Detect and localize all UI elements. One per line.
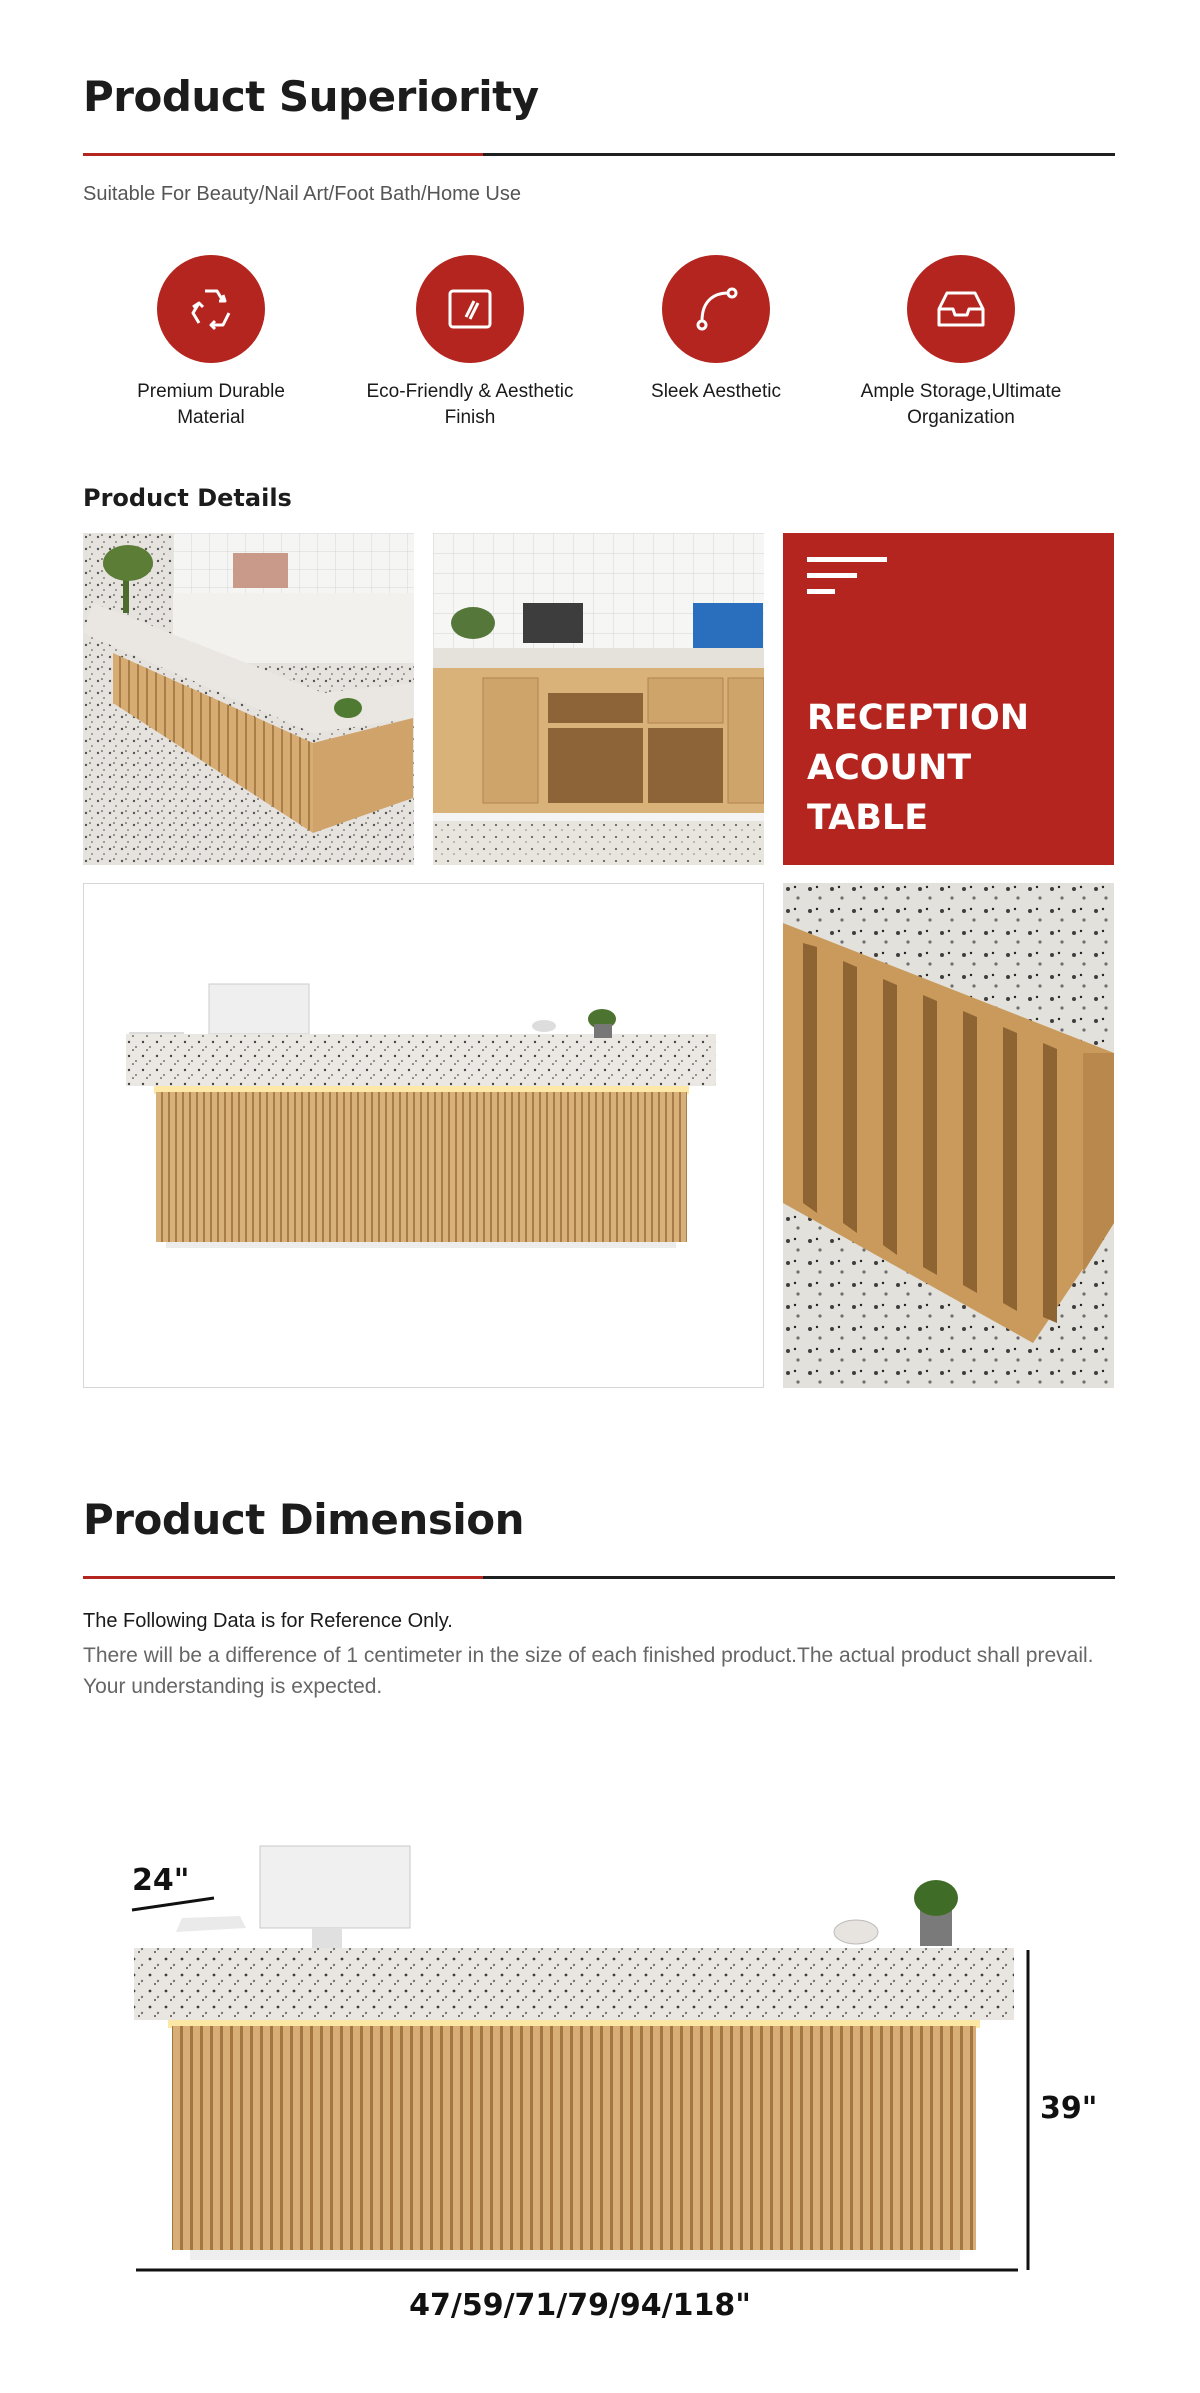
reception-banner [783, 533, 1114, 865]
curve-icon [662, 255, 770, 363]
reference-body: There will be a difference of 1 centimeter in the size of each finished product.The actual product shall prevail. Your understanding is expected. [83, 1644, 1094, 1698]
feature-item [851, 255, 1071, 431]
product-photo-storage [433, 533, 764, 865]
section-subtitle: Suitable For Beauty/Nail Art/Foot Bath/Home Use [83, 183, 521, 205]
section-title-superiority: Product Superiority [83, 72, 539, 121]
feature-label: Ample Storage,Ultimate Organization [860, 381, 1062, 428]
feature-label: Sleek Aesthetic [651, 381, 781, 402]
width-label: 47/59/71/79/94/118" [409, 2288, 751, 2323]
banner-line: ACOUNT [807, 748, 972, 788]
tray-icon [907, 255, 1015, 363]
feature-label: Eco-Friendly & Aesthetic Finish [366, 381, 574, 428]
product-photo-closeup [783, 883, 1114, 1388]
banner-title [807, 693, 1029, 843]
height-label: 39" [1040, 2091, 1098, 2126]
reference-heading: The Following Data is for Reference Only. [83, 1610, 453, 1632]
section-title-dimension: Product Dimension [83, 1495, 524, 1544]
feature-item [606, 255, 826, 405]
banner-line: RECEPTION [807, 698, 1030, 738]
product-photo-angled [83, 533, 414, 865]
product-photo-front [83, 883, 764, 1388]
feature-item [101, 255, 321, 431]
dimension-diagram [50, 1810, 1150, 2380]
feature-label: Premium Durable Material [137, 381, 285, 428]
banner-line: TABLE [807, 798, 929, 838]
section-title-details: Product Details [83, 484, 292, 512]
board-icon [416, 255, 524, 363]
feature-item [360, 255, 580, 431]
section-divider [83, 153, 1115, 156]
recycle-icon [157, 255, 265, 363]
depth-label: 24" [132, 1863, 190, 1898]
section-divider [83, 1576, 1115, 1579]
